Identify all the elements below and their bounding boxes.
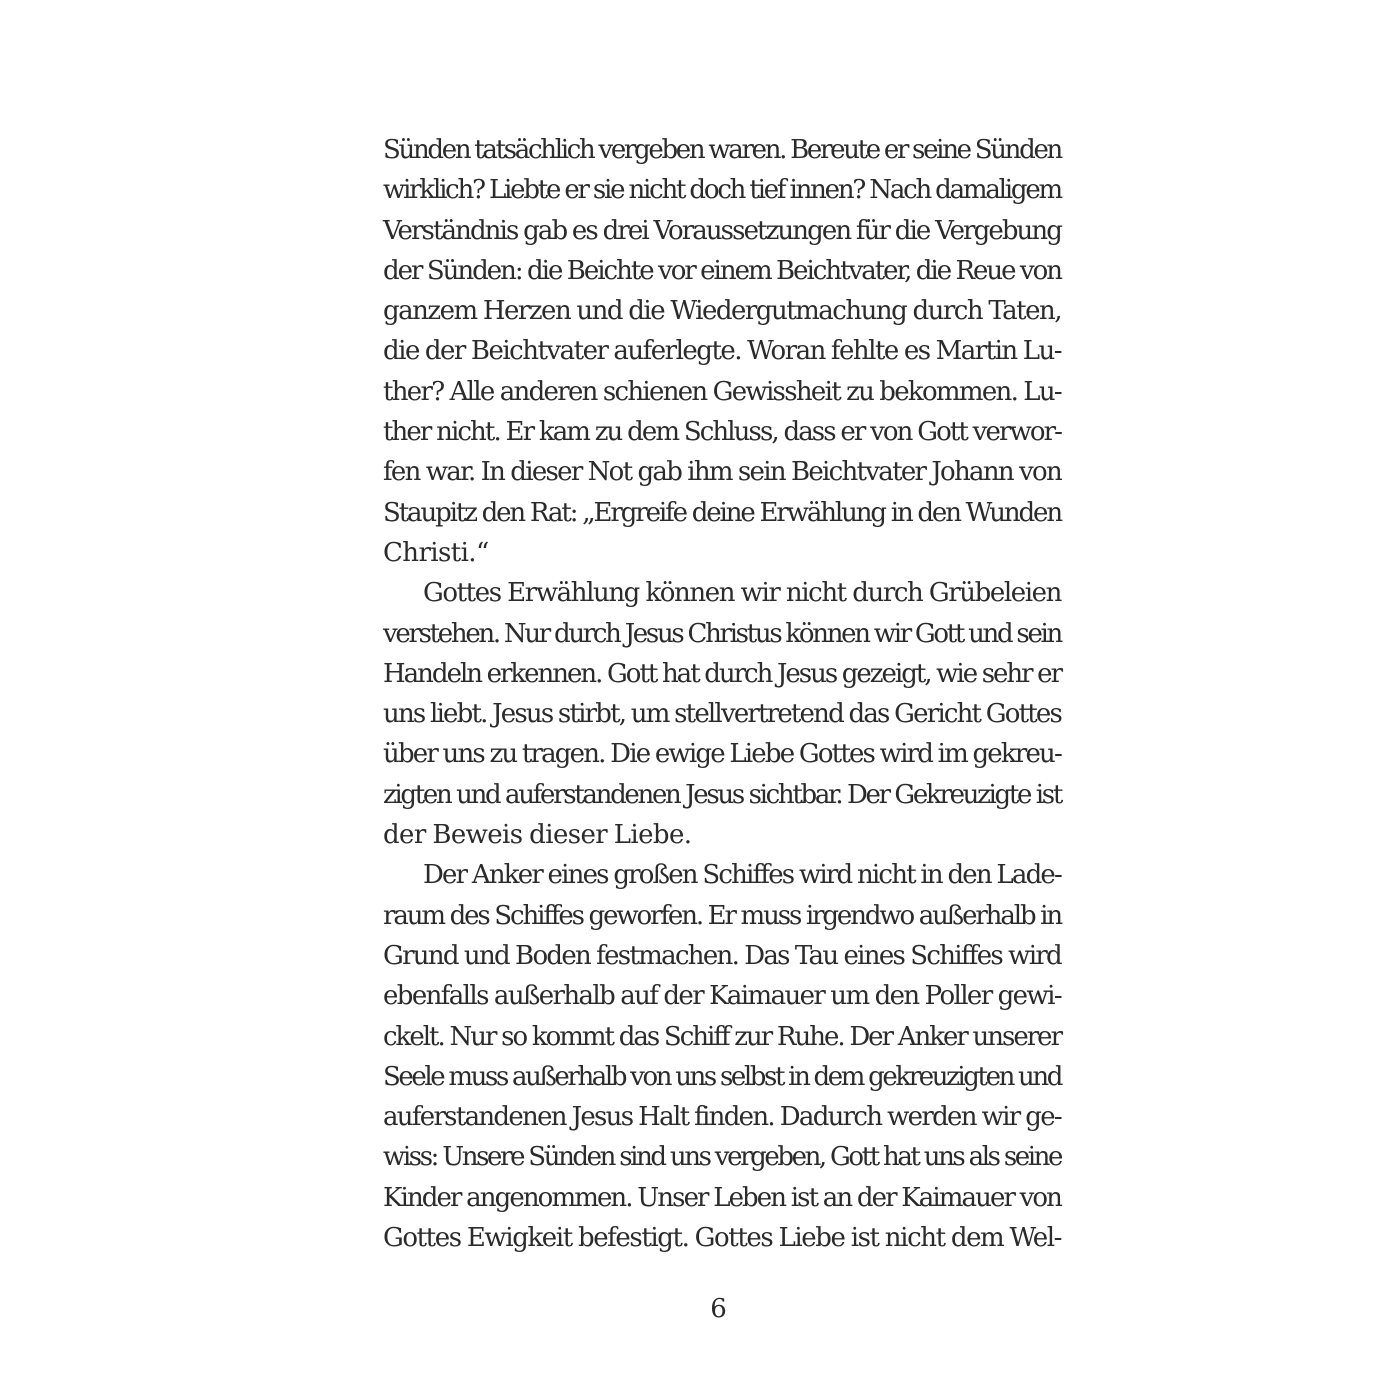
text-line: der Sünden: die Beichte vor einem Beichtvater, die Reue von	[383, 255, 1061, 286]
text-line: Sünden tatsächlich vergeben waren. Bereute er seine Sünden	[383, 135, 1061, 165]
text-line: uns liebt. Jesus stirbt, um stellvertretend das Gericht Gottes	[383, 699, 1061, 730]
text-line: zigten und auferstandenen Jesus sichtbar. Der Gekreuzigte ist	[383, 779, 1061, 810]
text-line: ther? Alle anderen schienen Gewissheit zu bekommen. Lu-	[383, 376, 1061, 407]
text-line: ckelt. Nur so kommt das Schiff zur Ruhe. Der Anker unserer	[383, 1021, 1061, 1052]
text-line: ebenfalls außerhalb auf der Kaimauer um den Poller gewi-	[383, 981, 1061, 1012]
text-line: wirklich? Liebte er sie nicht doch tief innen? Nach damaligem	[383, 175, 1061, 206]
text-line: ganzem Herzen und die Wiedergutmachung durch Taten,	[383, 296, 1061, 327]
body-text	[383, 130, 1061, 1258]
text-line: Gottes Ewigkeit befestigt. Gottes Liebe ist nicht dem Wel-	[383, 1223, 1061, 1254]
text-line: Der Anker eines großen Schiffes wird nicht in den Lade-	[423, 860, 1061, 891]
text-line: wiss: Unsere Sünden sind uns vergeben, Gott hat uns als seine	[383, 1142, 1061, 1173]
text-line: Kinder angenommen. Unser Leben ist an der Kaimauer von	[383, 1182, 1061, 1213]
text-line: Seele muss außerhalb von uns selbst in dem gekreuzigten und	[383, 1061, 1061, 1092]
text-line: raum des Schiffes geworfen. Er muss irgendwo außerhalb in	[383, 900, 1061, 931]
text-line: der Beweis dieser Liebe.	[383, 820, 692, 851]
text-line: Gottes Erwählung können wir nicht durch Grübeleien	[423, 578, 1061, 609]
text-line: auferstandenen Jesus Halt finden. Dadurch werden wir ge-	[383, 1102, 1061, 1133]
text-line: Handeln erkennen. Gott hat durch Jesus gezeigt, wie sehr er	[383, 658, 1061, 689]
text-line: Christi.“	[383, 537, 489, 568]
text-line: Grund und Boden festmachen. Das Tau eines Schiffes wird	[383, 940, 1061, 971]
page-number: 6	[710, 1294, 727, 1324]
text-line: verstehen. Nur durch Jesus Christus können wir Gott und sein	[383, 618, 1061, 649]
text-line: Staupitz den Rat: „Ergreife deine Erwählung in den Wunden	[383, 497, 1061, 528]
text-line: fen war. In dieser Not gab ihm sein Beichtvater Johann von	[383, 457, 1061, 488]
text-line: ther nicht. Er kam zu dem Schluss, dass er von Gott verwor-	[383, 417, 1061, 448]
text-line: die der Beichtvater auferlegte. Woran fehlte es Martin Lu-	[383, 336, 1061, 367]
text-line: Verständnis gab es drei Voraussetzungen für die Vergebung	[383, 215, 1061, 246]
text-line: über uns zu tragen. Die ewige Liebe Gottes wird im gekreu-	[383, 739, 1061, 770]
